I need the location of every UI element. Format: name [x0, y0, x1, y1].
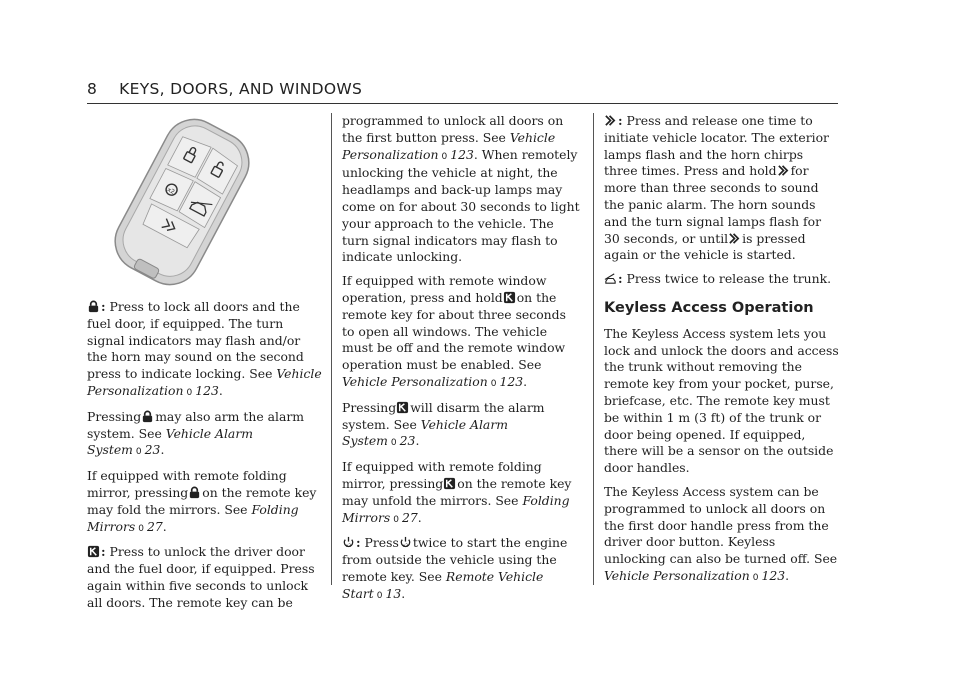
remote-key-fob-illustration — [112, 112, 252, 292]
cross-reference[interactable]: Vehicle Personalization — [342, 129, 556, 162]
unlock-icon — [396, 401, 409, 414]
unlock-paragraph: : Press to unlock the driver door and the fuel door, if equipped. Press again within five seconds to unlock all doors. The remote key can be — [87, 544, 315, 610]
page-arrow-icon: 0 — [138, 523, 144, 534]
page-arrow-icon: 0 — [441, 151, 448, 162]
remote-start-icon — [399, 536, 412, 549]
continued-paragraph: programmed to unlock all doors on the first button press. See Vehicle Personalization 0 123. When remotely unlocking the vehicle at night, the headlamps and back-up lamps may come on for about 30 seconds to light your approach to the vehicle. The turn signal indicators may flash to indicate unlocking. — [342, 113, 580, 265]
page-number: 8 — [87, 80, 98, 98]
cross-reference[interactable]: Vehicle Personalization — [87, 366, 322, 398]
cross-reference[interactable]: Folding Mirrors — [342, 492, 570, 525]
page-header — [87, 80, 362, 98]
svg-text:x2: x2 — [165, 186, 176, 196]
cross-reference[interactable]: Remote Vehicle Start — [342, 568, 544, 601]
header-rule — [87, 103, 838, 104]
page-arrow-icon: 0 — [393, 514, 399, 525]
lock-icon — [87, 300, 100, 313]
page-arrow-icon: 0 — [490, 378, 497, 389]
cross-reference[interactable]: Vehicle Alarm System — [342, 416, 508, 449]
cross-reference[interactable]: Vehicle Personalization — [604, 567, 750, 583]
unlock-icon — [443, 477, 456, 490]
page-arrow-icon: 0 — [752, 572, 759, 583]
unfold-paragraph: If equipped with remote folding mirror, pressing on the remote key may unfold the mirrors. See Folding Mirrors 0 27. — [342, 459, 572, 525]
program-paragraph: The Keyless Access system can be programmed to unlock all doors on the first door handle press from the driver door button. Keyless unlocking can also be turned off. See Vehicle Personalization 0 123. — [604, 483, 838, 583]
svg-text:x2: x2 — [402, 543, 408, 549]
disarm-paragraph: Pressing will disarm the alarm system. See Vehicle Alarm System 0 23. — [342, 399, 545, 449]
mirror-paragraph: If equipped with remote folding mirror, pressing on the remote key may fold the mirrors. See Folding Mirrors 0 27. — [87, 468, 317, 534]
lock-icon — [141, 410, 154, 423]
page-arrow-icon: 0 — [186, 387, 193, 398]
page-arrow-icon: 0 — [376, 590, 383, 601]
svg-text:x2: x2 — [345, 543, 352, 549]
section-title: KEYS, DOORS, AND WINDOWS — [119, 80, 363, 98]
lock-paragraph: : Press to lock all doors and the fuel door, if equipped. The turn signal indicators may flash and/or the horn may sound on the second press to indicate locking. See Vehicle Personalization 0 123. — [87, 299, 322, 398]
cross-reference[interactable]: Vehicle Alarm System — [87, 425, 253, 458]
vehicle-locator-icon — [604, 114, 617, 127]
page-arrow-icon: 0 — [390, 438, 397, 449]
trunk-release-icon — [604, 272, 617, 285]
column-divider — [593, 113, 594, 585]
page-arrow-icon: 0 — [135, 447, 142, 458]
unlock-icon — [87, 545, 100, 558]
column-3 — [604, 113, 840, 594]
lock-icon — [188, 486, 201, 499]
locator-paragraph: : Press and release one time to initiate vehicle locator. The exterior lamps flash and the horn chirps three times. Press and hold for more than three seconds to sound the panic alarm. The horn sounds and the turn signal lamps flash for 30 seconds, or until is pressed again or the vehicle is started. — [604, 113, 829, 263]
vehicle-locator-icon — [777, 164, 790, 177]
unlock-icon — [503, 291, 516, 304]
cross-reference[interactable]: Vehicle Personalization — [342, 373, 488, 389]
column-divider — [331, 113, 332, 585]
cross-reference[interactable]: Folding Mirrors — [87, 501, 299, 534]
remote-start-paragraph: x2 : Press x2 twice to start the engine from outside the vehicle using the remote key. See Remote Vehicle Start 0 13. — [342, 535, 568, 601]
window-paragraph: If equipped with remote window operation, press and hold on the remote key for about three seconds to open all windows. The vehicle must be off and the remote window operation must be enabled. See Vehicle Personalization 0 123. — [342, 273, 566, 389]
vehicle-locator-icon — [728, 232, 741, 245]
column-2 — [342, 113, 580, 612]
alarm-paragraph: Pressing may also arm the alarm system. See Vehicle Alarm System 0 23. — [87, 408, 305, 458]
trunk-paragraph: : Press twice to release the trunk. — [604, 271, 840, 288]
section-heading: Keyless Access Operation — [604, 299, 814, 316]
keyless-paragraph: The Keyless Access system lets you lock and unlock the doors and access the trunk without removing the remote key from your pocket, purse, briefcase, etc. The remote key must be within 1 m (3 ft) of the trunk or door being opened. If equipped, there will be a sensor on the outside door handles. — [604, 325, 839, 476]
remote-start-icon — [342, 536, 355, 549]
column-1 — [87, 299, 323, 619]
